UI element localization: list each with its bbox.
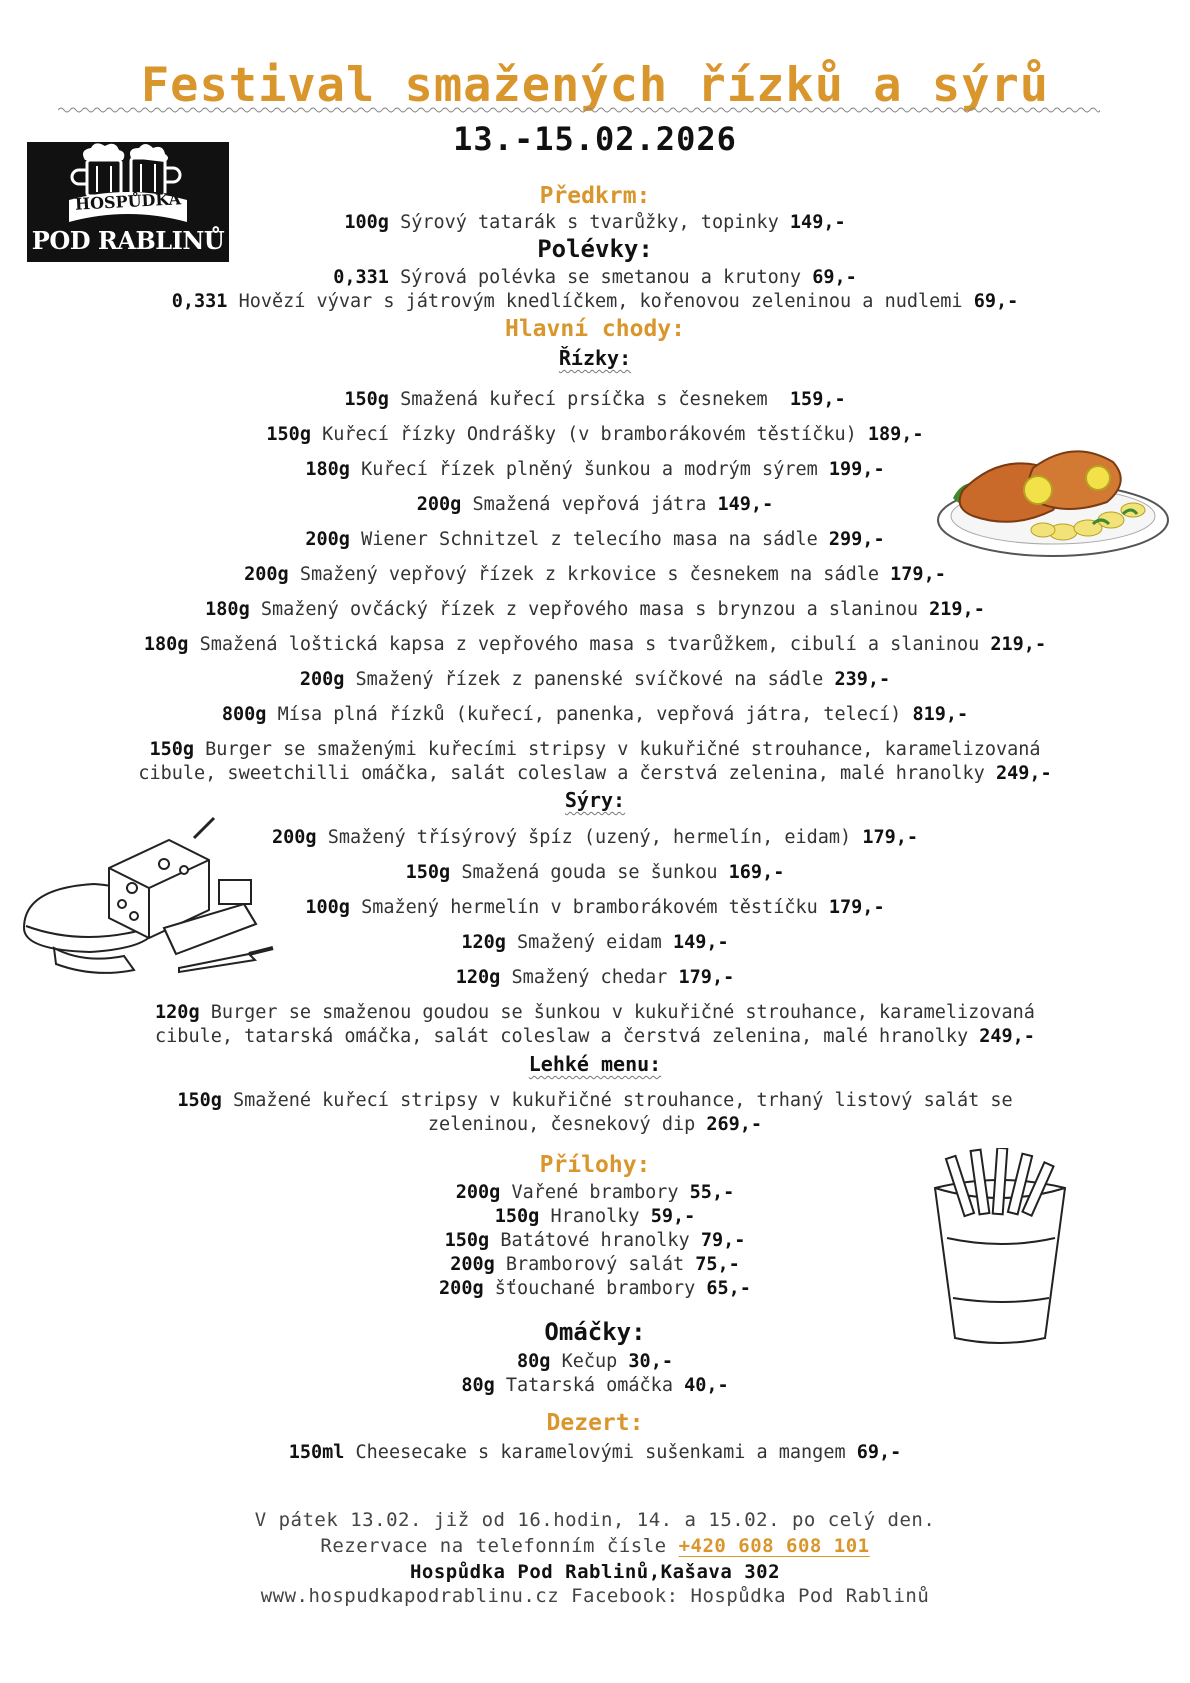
footer-hours: V pátek 13.02. již od 16.hodin, 14. a 15.02. po celý den.	[254, 1509, 936, 1531]
menu-item: 150g Kuřecí řízky Ondrášky (v bramborákovém těstíčku) 189,-	[266, 424, 924, 445]
logo-name-text: POD RABLINŮ	[31, 226, 225, 255]
event-date: 13.-15.02.2026	[453, 120, 737, 158]
menu-item: 200g Smažený řízek z panenské svíčkové na sádle 239,-	[299, 669, 891, 690]
menu-item: 100g Smažený hermelín v bramborákovém těstíčku 179,-	[305, 897, 885, 918]
menu-item: 120g Smažený chedar 179,-	[455, 967, 735, 988]
menu-item: 200g šťouchané brambory 65,-	[439, 1278, 751, 1299]
menu-item: 150g Smažená gouda se šunkou 169,-	[405, 862, 785, 883]
section-omacky-heading: Omáčky:	[544, 1318, 646, 1346]
menu-item: 150g Hranolky 59,-	[494, 1206, 696, 1227]
menu-item: 200g Smažený třísýrový špíz (uzený, hermelín, eidam) 179,-	[271, 827, 919, 848]
schnitzel-plate-illustration	[933, 428, 1173, 568]
menu-item: 200g Smažený vepřový řízek z krkovice s česnekem na sádle 179,-	[244, 564, 946, 585]
menu-item-cont: cibule, tatarská omáčka, salát coleslaw a čerstvá zelenina, malé hranolky 249,-	[155, 1026, 1035, 1047]
fries-bucket-illustration	[925, 1148, 1075, 1348]
menu-item: 150g Smažené kuřecí stripsy v kukuřičné strouhance, trhaný listový salát se	[177, 1090, 1013, 1111]
page-title: Festival smažených řízků a sýrů	[140, 58, 1050, 113]
cheese-illustration	[14, 808, 284, 978]
footer-web: www.hospudkapodrablinu.cz Facebook: Hospůdka Pod Rablinů	[260, 1585, 930, 1607]
menu-item: 200g Smažená vepřová játra 149,-	[416, 494, 774, 515]
footer-address: Hospůdka Pod Rablinů,Kašava 302	[409, 1561, 781, 1583]
menu-item: 150g Burger se smaženými kuřecími stripsy v kukuřičné strouhance, karamelizovaná	[149, 739, 1041, 760]
menu-item: 180g Kuřecí řízek plněný šunkou a modrým sýrem 199,-	[305, 459, 885, 480]
menu-item: 0,331 Hovězí vývar s játrovým knedlíčkem, kořenovou zeleninou a nudlemi 69,-	[171, 291, 1019, 312]
menu-item: 80g Kečup 30,-	[517, 1351, 673, 1372]
logo-banner-text: HOSPŮDKA	[74, 189, 182, 214]
menu-item: 0,331 Sýrová polévka se smetanou a krutony 69,-	[333, 267, 857, 288]
menu-item-cont: cibule, sweetchilli omáčka, salát coleslaw a čerstvá zelenina, malé hranolky 249,-	[138, 763, 1052, 784]
section-syry-heading: Sýry:	[564, 788, 626, 812]
menu-item: 200g Vařené brambory 55,-	[455, 1182, 735, 1203]
section-lehke-heading: Lehké menu:	[528, 1052, 662, 1076]
menu-item: 200g Wiener Schnitzel z telecího masa na sádle 299,-	[305, 529, 885, 550]
menu-item: 180g Smažená loštická kapsa z vepřového masa s tvarůžkem, cibulí a slaninou 219,-	[143, 634, 1047, 655]
footer-reservation: Rezervace na telefonním čísle +420 608 608 101	[320, 1535, 870, 1557]
menu-item: 80g Tatarská omáčka 40,-	[461, 1375, 729, 1396]
menu-item: 200g Bramborový salát 75,-	[450, 1254, 740, 1275]
title-underline	[58, 106, 1100, 114]
menu-item-cont: zeleninou, česnekový dip 269,-	[427, 1114, 763, 1135]
menu-item: 150g Batátové hranolky 79,-	[444, 1230, 746, 1251]
menu-item: 180g Smažený ovčácký řízek z vepřového masa s brynzou a slaninou 219,-	[205, 599, 985, 620]
menu-item: 150ml Cheesecake s karamelovými sušenkami a mangem 69,-	[288, 1442, 902, 1463]
section-rizky-heading: Řízky:	[558, 346, 632, 370]
section-hlavni-heading: Hlavní chody:	[504, 316, 685, 342]
menu-item: 120g Smažený eidam 149,-	[461, 932, 729, 953]
menu-item: 100g Sýrový tatarák s tvarůžky, topinky 149,-	[344, 212, 846, 233]
menu-item: 120g Burger se smaženou goudou se šunkou v kukuřičné strouhance, karamelizovaná	[155, 1002, 1035, 1023]
phone-link[interactable]: +420 608 608 101	[678, 1535, 870, 1557]
menu-item: 150g Smažená kuřecí prsíčka s česnekem 159,-	[344, 389, 846, 410]
section-prilohy-heading: Přílohy:	[539, 1152, 651, 1178]
menu-item: 800g Mísa plná řízků (kuřecí, panenka, vepřová játra, telecí) 819,-	[221, 704, 969, 725]
section-predkrm-heading: Předkrm:	[539, 183, 651, 209]
section-polevky-heading: Polévky:	[537, 235, 653, 263]
section-dezert-heading: Dezert:	[546, 1410, 644, 1436]
